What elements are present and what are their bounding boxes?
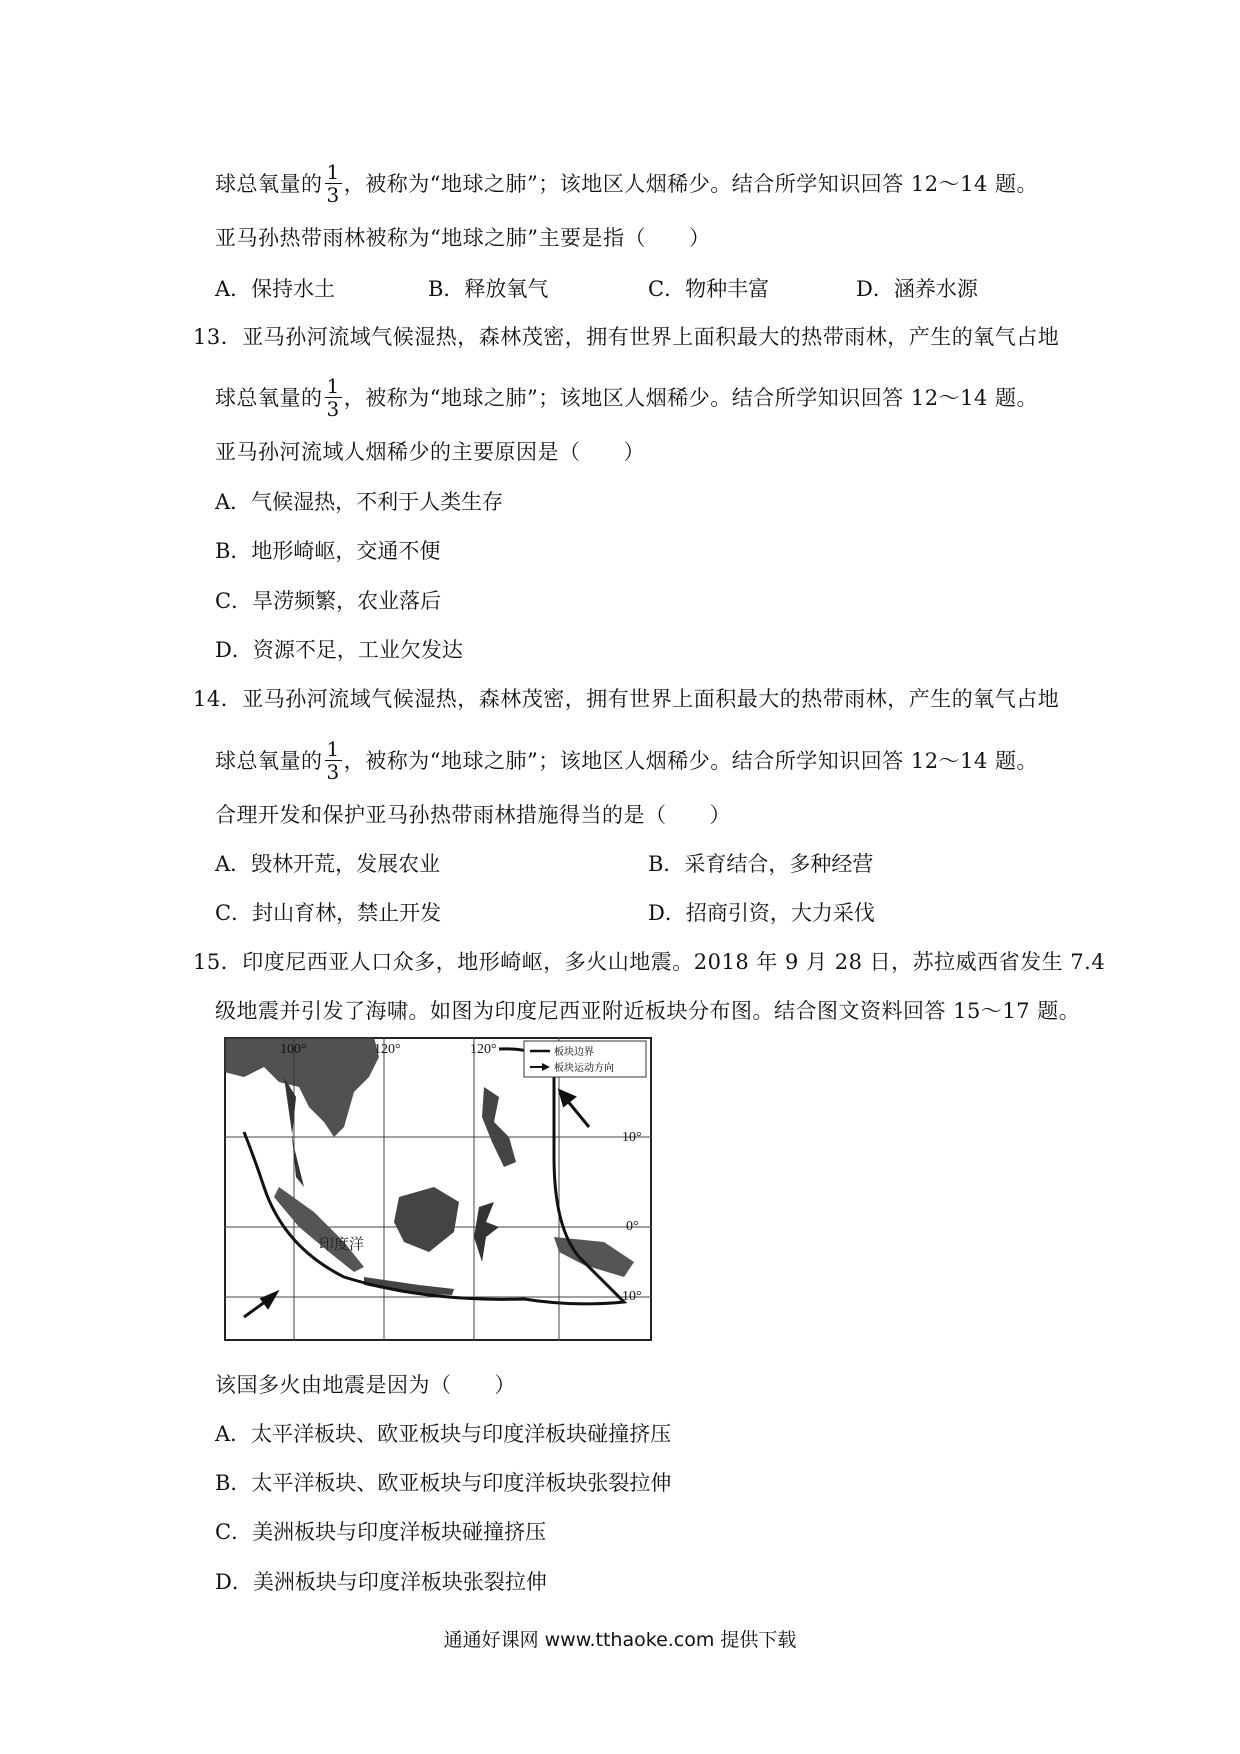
q13-number: 13． [193, 325, 243, 349]
legend-motion-label: 板块运动方向 [554, 1063, 614, 1074]
q14-option-c: C．封山育林，禁止开发 [215, 901, 442, 925]
q14-stem: 合理开发和保护亚马孙热带雨林措施得当的是（ ） [215, 803, 731, 827]
q15-context-line1: 15．印度尼西亚人口众多，地形崎岖，多火山地震。2018 年 9 月 28 日，苏拉威西省发生 7.4 [193, 950, 1106, 974]
fraction-one-third: $\frac{1}{3}$ [326, 374, 340, 421]
q13-option-a: A．气候湿热，不利于人类生存 [215, 490, 504, 514]
page-footer: 通通好课网 www.tthaoke.com 提供下载 [443, 1629, 797, 1651]
region-label-indian-ocean: 印度洋 [319, 1235, 365, 1253]
legend-boundary-label: 板块边界 [554, 1047, 594, 1058]
q13-stem: 亚马孙河流域人烟稀少的主要原因是（ ） [215, 440, 645, 464]
q15-option-b: B．太平洋板块、欧亚板块与印度洋板块张裂拉伸 [215, 1471, 672, 1495]
q14-context-line1: 14．亚马孙河流域气候湿热，森林茂密，拥有世界上面积最大的热带雨林，产生的氧气占地 [193, 687, 1060, 711]
q12-option-a: A．保持水土 [215, 277, 336, 301]
q14-number: 14． [193, 687, 243, 711]
lat-label-10n: 10° [622, 1130, 642, 1145]
q15-option-a: A．太平洋板块、欧亚板块与印度洋板块碰撞挤压 [215, 1422, 672, 1446]
q12-option-b: B．释放氧气 [428, 277, 549, 301]
lon-label-120b: 120° [470, 1042, 497, 1057]
lon-label-100: 100° [280, 1042, 307, 1057]
lat-label-0: 0° [626, 1219, 639, 1234]
lat-label-10s: 10° [622, 1289, 642, 1304]
q14-option-d: D．招商引资，大力采伐 [648, 901, 875, 925]
fraction-one-third: $\frac{1}{3}$ [326, 160, 340, 207]
q12-stem: 亚马孙热带雨林被称为“地球之肺”主要是指（ ） [215, 226, 711, 250]
plate-map-figure [224, 1037, 652, 1341]
q13-option-c: C．旱涝频繁，农业落后 [215, 589, 442, 613]
q14-option-a: A．毁林开荒，发展农业 [215, 852, 441, 876]
q13-context-line2: 球总氧量的 $\frac{1}{3}$ ，被称为“地球之肺”；该地区人烟稀少。结合所学知识回答 12～14 题。 [215, 374, 1038, 421]
q12-context-continued: 球总氧量的 $\frac{1}{3}$ ，被称为“地球之肺”；该地区人烟稀少。结合所学知识回答 12～14 题。 [215, 160, 1038, 207]
q12-option-d: D．涵养水源 [856, 277, 978, 301]
q15-number: 15． [193, 950, 243, 974]
q15-option-c: C．美洲板块与印度洋板块碰撞挤压 [215, 1520, 547, 1544]
q15-option-d: D．美洲板块与印度洋板块张裂拉伸 [215, 1570, 547, 1594]
fraction-one-third: $\frac{1}{3}$ [326, 737, 340, 784]
q14-context-line2: 球总氧量的 $\frac{1}{3}$ ，被称为“地球之肺”；该地区人烟稀少。结合所学知识回答 12～14 题。 [215, 737, 1038, 784]
q14-option-b: B．采育结合，多种经营 [648, 852, 874, 876]
q15-stem: 该国多火由地震是因为（ ） [215, 1373, 516, 1397]
q15-context-line2: 级地震并引发了海啸。如图为印度尼西亚附近板块分布图。结合图文资料回答 15～17 题。 [215, 999, 1081, 1023]
q13-option-b: B．地形崎岖，交通不便 [215, 539, 441, 563]
q13-option-d: D．资源不足，工业欠发达 [215, 638, 463, 662]
q12-option-c: C．物种丰富 [648, 277, 770, 301]
q13-context-line1: 13．亚马孙河流域气候湿热，森林茂密，拥有世界上面积最大的热带雨林，产生的氧气占地 [193, 325, 1060, 349]
lon-label-120a: 120° [374, 1042, 401, 1057]
